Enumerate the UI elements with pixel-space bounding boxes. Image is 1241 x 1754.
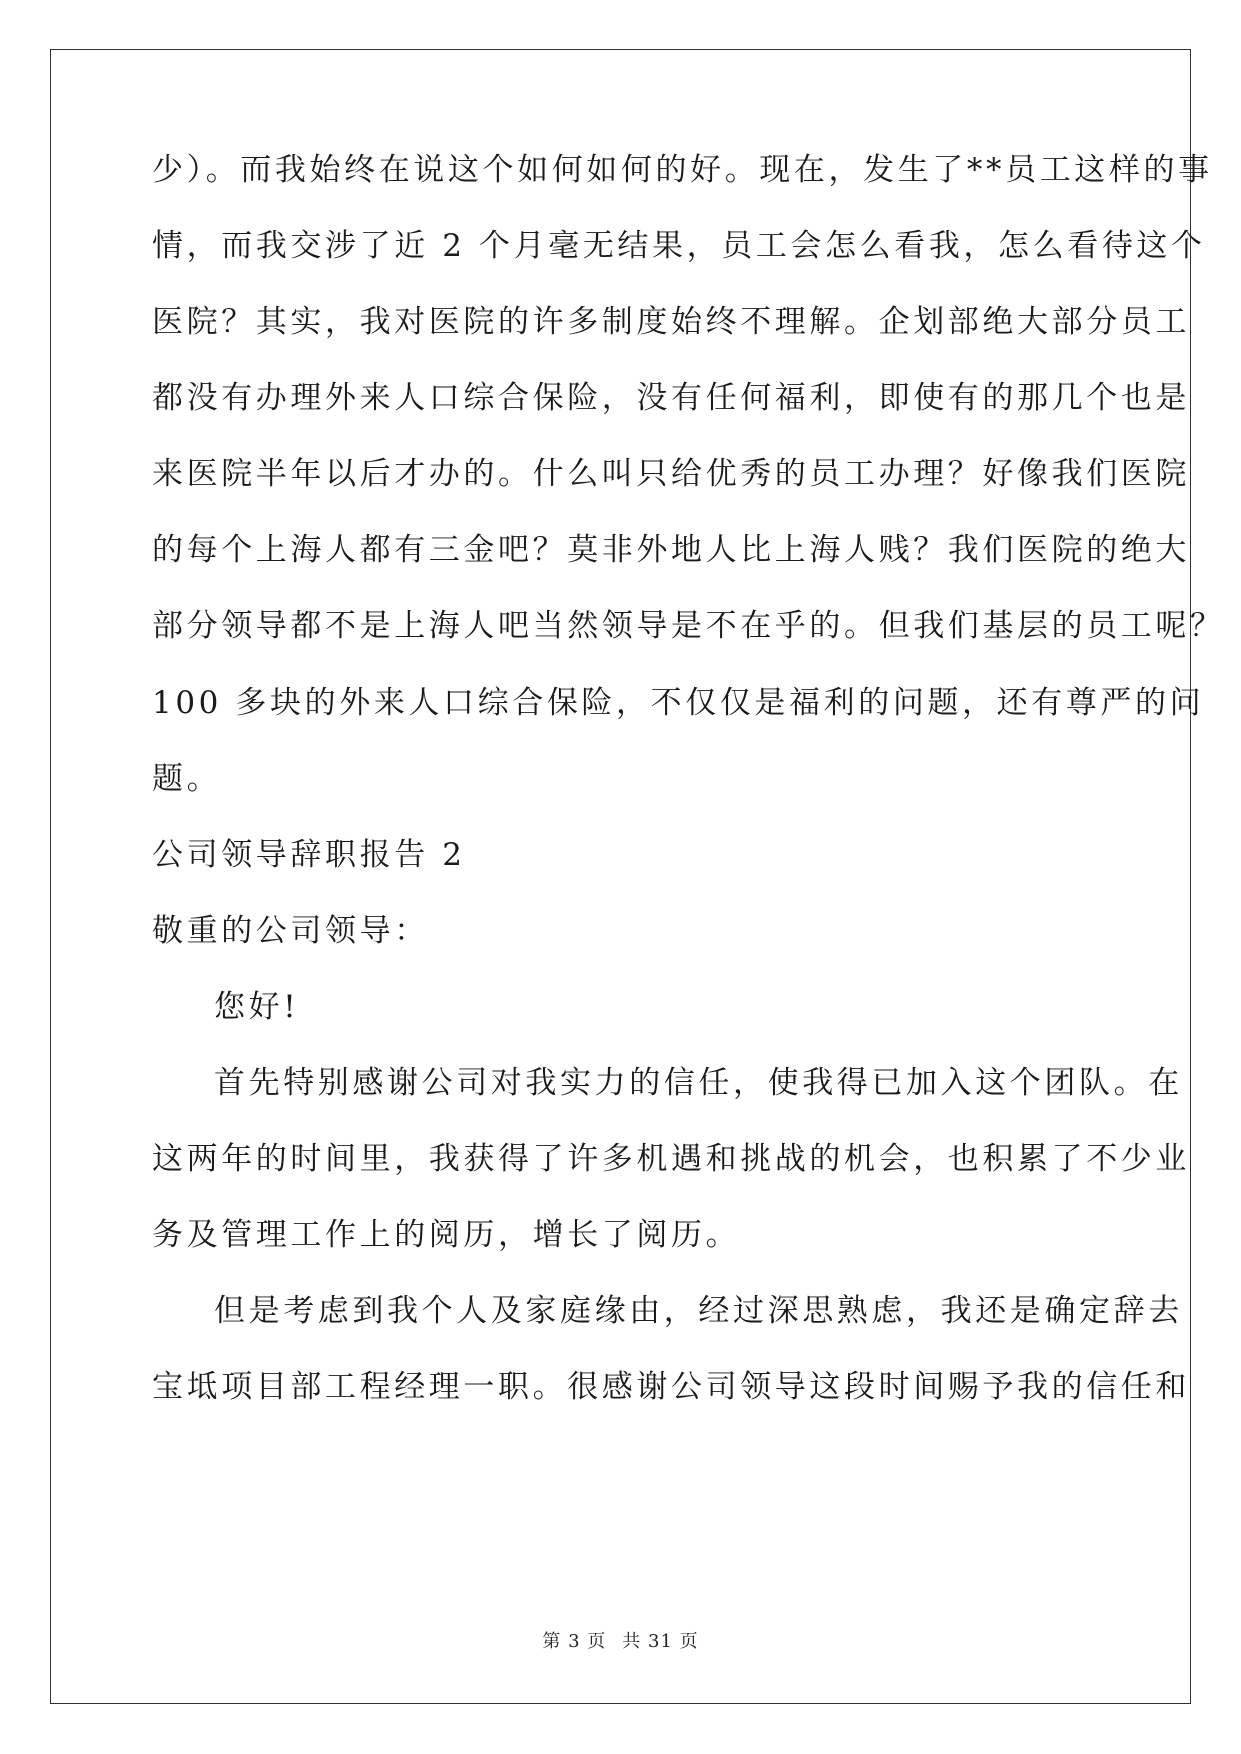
text-line: 部分领导都不是上海人吧当然领导是不在乎的。但我们基层的员工呢？ (152, 608, 1225, 644)
text-line: 务及管理工作上的阅历，增长了阅历。 (152, 1217, 741, 1253)
text-line: 的每个上海人都有三金吧？莫非外地人比上海人贱？我们医院的绝大 (152, 532, 1190, 568)
text-line: 100 多块的外来人口综合保险，不仅仅是福利的问题，还有尊严的问 (152, 685, 1205, 721)
text-line: 这两年的时间里，我获得了许多机遇和挑战的机会，也积累了不少业 (152, 1141, 1190, 1177)
text-line: 都没有办理外来人口综合保险，没有任何福利，即使有的那几个也是 (152, 380, 1190, 416)
salutation: 敬重的公司领导： (152, 913, 429, 949)
text-line: 首先特别感谢公司对我实力的信任，使我得已加入这个团队。在 (214, 1065, 1183, 1101)
text-line: 医院？其实，我对医院的许多制度始终不理解。企划部绝大部分员工 (152, 304, 1190, 340)
greeting: 您好! (214, 989, 300, 1025)
text-line: 来医院半年以后才办的。什么叫只给优秀的员工办理？好像我们医院 (152, 456, 1190, 492)
page-total: 共 31 页 (622, 1631, 699, 1652)
text-line: 题。 (152, 761, 222, 797)
text-line: 情，而我交涉了近 2 个月毫无结果，员工会怎么看我，怎么看待这个 (152, 228, 1206, 264)
text-line: 但是考虑到我个人及家庭缘由，经过深思熟虑，我还是确定辞去 (214, 1293, 1183, 1329)
text-line: 宝坻项目部工程经理一职。很感谢公司领导这段时间赐予我的信任和 (152, 1369, 1190, 1405)
page-number: 第 3 页 (542, 1631, 607, 1652)
page-border (50, 49, 1191, 1704)
section-heading: 公司领导辞职报告 2 (152, 837, 466, 873)
page-footer (0, 1630, 1241, 1654)
text-line: 少）。而我始终在说这个如何如何的好。现在，发生了**员工这样的事 (152, 152, 1213, 188)
